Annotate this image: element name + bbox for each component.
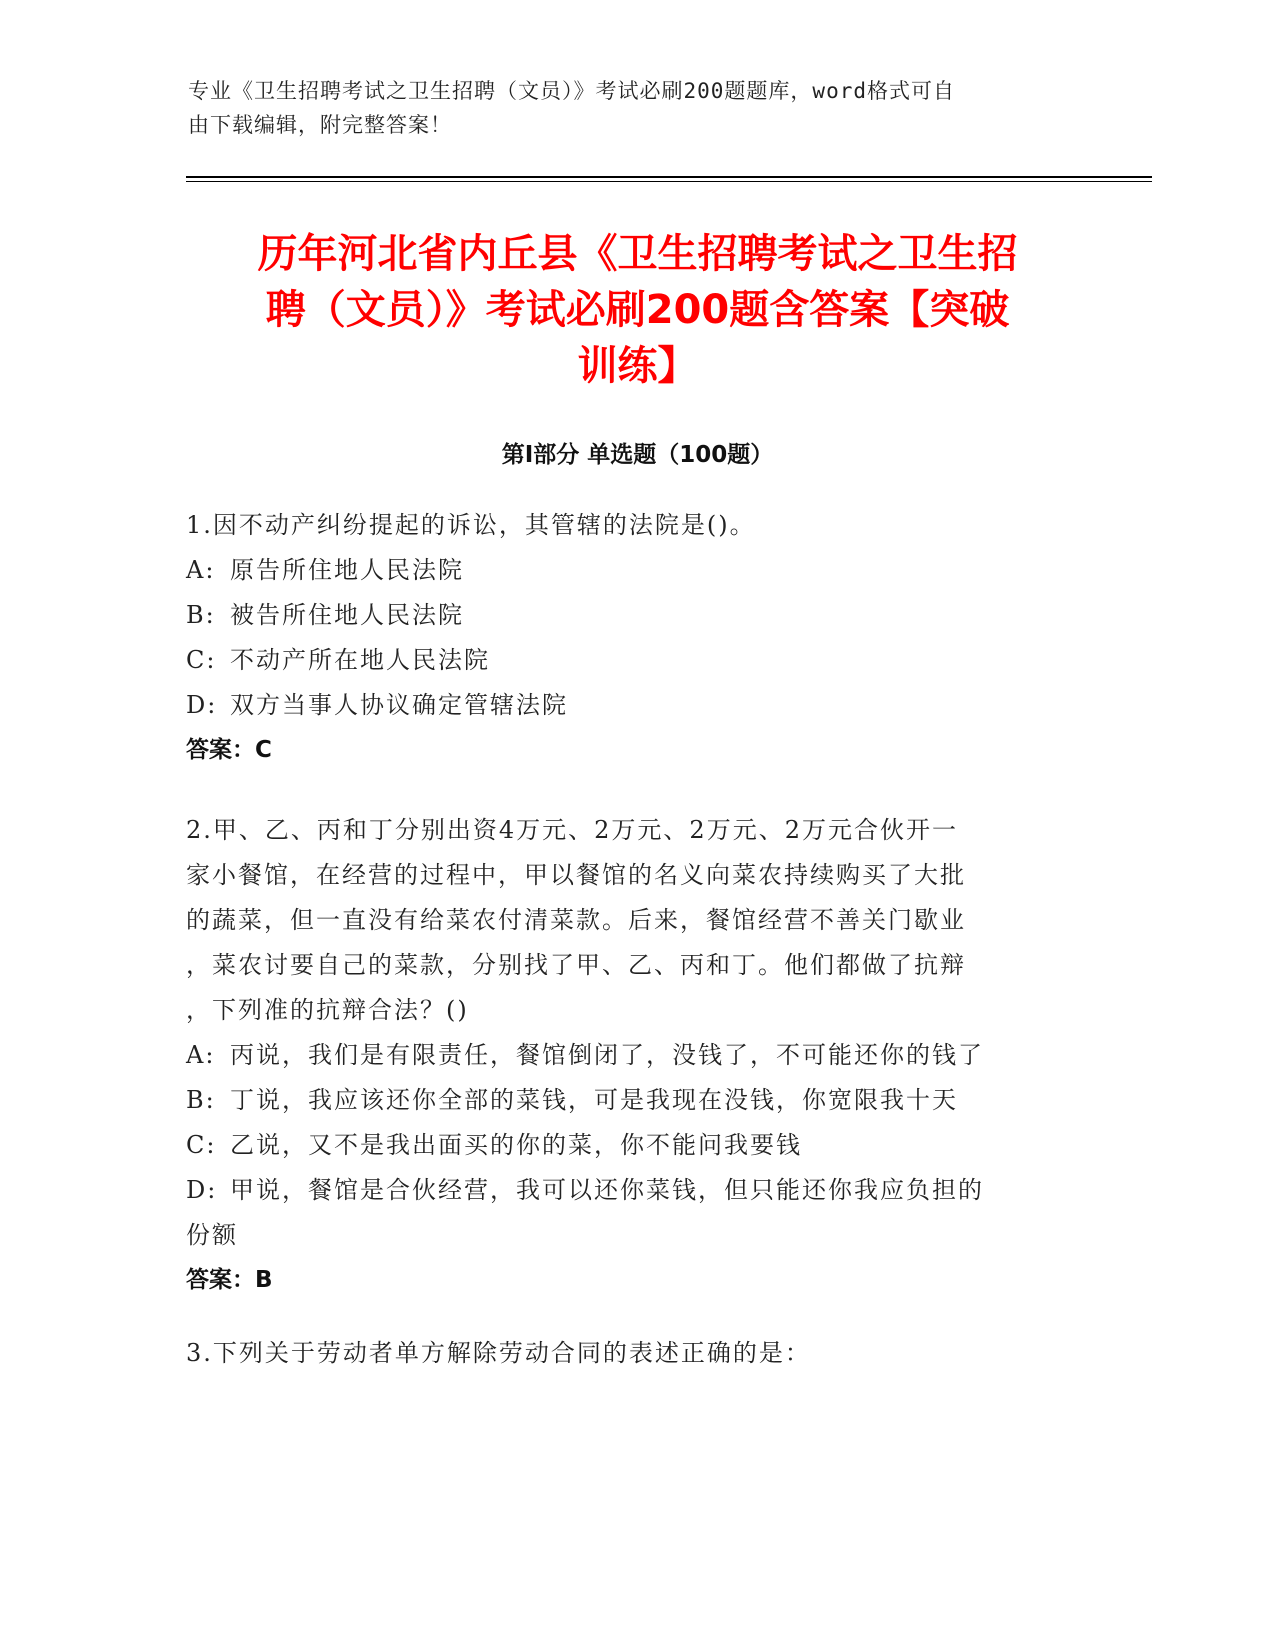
- option-letter: A:: [186, 1041, 216, 1069]
- option-text: 甲说，餐馆是合伙经营，我可以还你菜钱，但只能还你我应负担的: [230, 1176, 984, 1204]
- option-text: 双方当事人协议确定管辖法院: [230, 691, 568, 719]
- question-2-option-d-continuation: 份额: [186, 1221, 238, 1249]
- header-note-line-1: 专业《卫生招聘考试之卫生招聘（文员）》考试必刷200题题库，word格式可自: [188, 79, 955, 103]
- option-letter: A:: [186, 556, 216, 584]
- option-letter: B:: [186, 1086, 216, 1114]
- question-2-text-line-3: 的蔬菜，但一直没有给菜农付清菜款。后来，餐馆经营不善关门歇业: [186, 906, 966, 934]
- option-text: 丙说，我们是有限责任，餐馆倒闭了，没钱了，不可能还你的钱了: [230, 1041, 984, 1069]
- option-letter: B:: [186, 601, 216, 629]
- question-2-option-c: [186, 1123, 1086, 1168]
- option-letter: D:: [186, 691, 218, 719]
- option-text: 被告所住地人民法院: [230, 601, 464, 629]
- title-line-2: 聘（文员）》考试必刷200题含答案【突破: [265, 287, 1010, 333]
- question-2-option-b: [186, 1078, 1086, 1123]
- header-note-line-2: 由下载编辑，附完整答案！: [188, 113, 452, 137]
- question-2: [186, 808, 1086, 1303]
- title-line-1: 历年河北省内丘县《卫生招聘考试之卫生招: [257, 231, 1018, 277]
- question-2-option-d: [186, 1168, 1086, 1213]
- question-2-text-line-5: ，下列准的抗辩合法？(): [186, 996, 469, 1024]
- question-1-option-d: [186, 683, 1086, 728]
- question-3-text: 3.下列关于劳动者单方解除劳动合同的表述正确的是：: [186, 1339, 811, 1367]
- option-letter: C:: [186, 646, 217, 674]
- question-2-option-a: [186, 1033, 1086, 1078]
- section-title: 第Ⅰ部分 单选题（100题）: [501, 442, 774, 468]
- title-line-3: 训练】: [577, 343, 698, 389]
- option-text: 乙说，又不是我出面买的你的菜，你不能问我要钱: [230, 1131, 802, 1159]
- question-2-text-line-4: ，菜农讨要自己的菜款，分别找了甲、乙、丙和丁。他们都做了抗辩: [186, 951, 966, 979]
- option-letter: D:: [186, 1176, 218, 1204]
- option-letter: C:: [186, 1131, 217, 1159]
- question-1-option-c: [186, 638, 1086, 683]
- option-text: 丁说，我应该还你全部的菜钱，可是我现在没钱，你宽限我十天: [230, 1086, 958, 1114]
- question-2-text-line-2: 家小餐馆，在经营的过程中，甲以餐馆的名义向菜农持续购买了大批: [186, 861, 966, 889]
- question-1: [186, 503, 1086, 773]
- question-2-answer: 答案：B: [186, 1267, 273, 1293]
- option-text: 不动产所在地人民法院: [230, 646, 490, 674]
- header-rule-thin: [186, 181, 1152, 182]
- question-3: [186, 1331, 1086, 1376]
- question-2-text-line-1: 2.甲、乙、丙和丁分别出资4万元、2万元、2万元、2万元合伙开一: [186, 816, 958, 844]
- question-1-option-b: [186, 593, 1086, 638]
- question-1-answer: 答案：C: [186, 737, 272, 763]
- document-title: [160, 226, 1115, 394]
- question-1-text: 1.因不动产纠纷提起的诉讼，其管辖的法院是()。: [186, 511, 756, 539]
- header-rule-thick: [186, 176, 1152, 178]
- header-note: [188, 74, 1088, 142]
- option-text: 原告所住地人民法院: [230, 556, 464, 584]
- question-1-option-a: [186, 548, 1086, 593]
